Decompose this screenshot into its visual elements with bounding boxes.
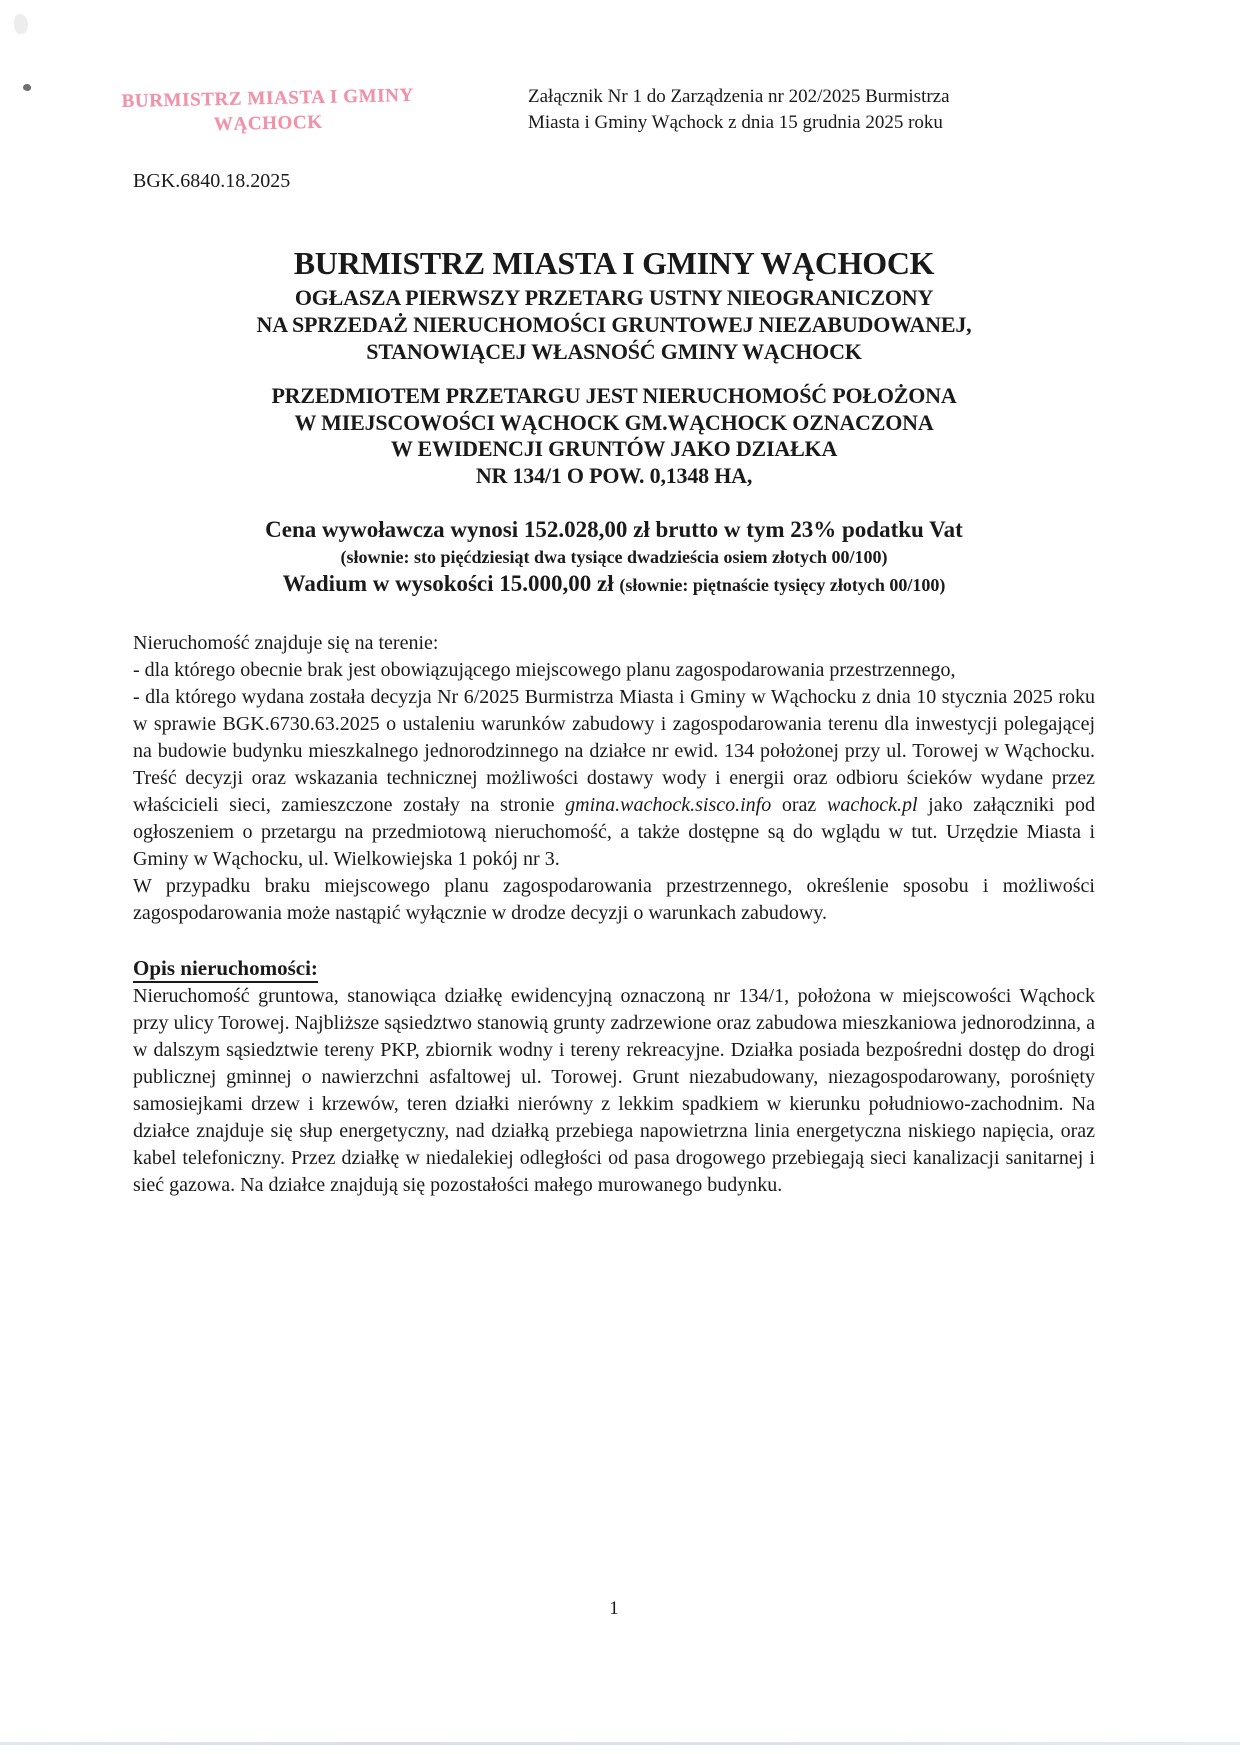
case-number: BGK.6840.18.2025: [133, 170, 291, 192]
subject-line4: NR 134/1 O POW. 0,1348 HA,: [475, 462, 753, 488]
subject-line2: W MIEJSCOWOŚCI WĄCHOCK GM.WĄCHOCK OZNACZONA: [294, 409, 934, 435]
starting-price: Cena wywoławcza wynosi 152.028,00 zł brutto w tym 23% podatku Vat: [265, 517, 963, 542]
page-number: 1: [609, 1598, 619, 1619]
terrain-item-decision: [133, 684, 1095, 873]
terrain-item-no-plan: - dla którego obecnie brak jest obowiązującego miejscowego planu zagospodarowania przestrzennego,: [133, 659, 956, 681]
attachment-note: [528, 84, 958, 136]
property-description-heading: Opis nieruchomości:: [133, 954, 1095, 983]
decision-text-mid: oraz: [771, 794, 827, 816]
subject-line1: PRZEDMIOTEM PRZETARGU JEST NIERUCHOMOŚĆ POŁOŻONA: [271, 383, 957, 408]
deposit-amount: Wadium w wysokości 15.000,00 zł: [282, 571, 614, 596]
attachment-note-line1: Załącznik Nr 1 do Zarządzenia nr 202/2025 Burmistrza: [528, 86, 950, 107]
auction-subject-block: [133, 383, 1095, 489]
stamp-line2: WĄCHOCK: [213, 111, 323, 136]
no-plan-note: W przypadku braku miejscowego planu zagospodarowania przestrzennego, określenie sposobu i możliwości zagospodarowania może nastąpić wyłącznie w drodze decyzji o warunkach zabudowy.: [133, 875, 1095, 924]
deposit-in-words: (słownie: piętnaście tysięcy złotych 00/100): [619, 575, 946, 595]
attachment-note-line2: Miasta i Gminy Wąchock z dnia 15 grudnia 2025 roku: [528, 112, 943, 133]
stamp-line1: BURMISTRZ MIASTA I GMINY: [121, 84, 415, 113]
title-sub-line1: OGŁASZA PIERWSZY PRZETARG USTNY NIEOGRANICZONY: [294, 285, 934, 310]
price-block: [133, 515, 1095, 600]
deposit-line: [133, 569, 1095, 600]
title-sub-line3: STANOWIĄCEJ WŁASNOŚĆ GMINY WĄCHOCK: [366, 339, 862, 364]
website-gmina-wachock-sisco-info: gmina.wachock.sisco.info: [565, 794, 772, 816]
title-main: BURMISTRZ MIASTA I GMINY WĄCHOCK: [293, 245, 935, 281]
starting-price-in-words: (słownie: sto pięćdziesiąt dwa tysiące dwadzieścia osiem złotych 00/100): [340, 547, 888, 567]
scan-speck-dark: [23, 84, 31, 91]
subject-line3: W EWIDENCJI GRUNTÓW JAKO DZIAŁKA: [390, 436, 838, 461]
scan-speck-light: [14, 14, 28, 34]
document-body: [133, 630, 1095, 1199]
decision-text-pre: - dla którego wydana została decyzja Nr 6/2025 Burmistrza Miasta i Gminy w Wąchocku z dnia 10 stycznia 2025 roku w sprawie BGK.6730.63.2025 o ustaleniu warunków zabudowy i zagospodarowania terenu dla inwestycji polegającej na budowie budynku mieszkalnego jednorodzinnego na działce nr ewid. 134 położonej przy ul. Torowej w Wąchocku. Treść decyzji oraz wskazania technicznej możliwości dostawy wody i energii oraz odbioru ścieków wydane przez właścicieli sieci, zamieszczone zostały na stronie: [133, 686, 1095, 816]
scan-bottom-edge-line: [0, 1742, 1240, 1745]
property-description-text: Nieruchomość gruntowa, stanowiąca działkę ewidencyjną oznaczoną nr 134/1, położona w miejscowości Wąchock przy ulicy Torowej. Najbliższe sąsiedztwo stanowią grunty zadrzewione oraz zabudowa mieszkaniowa jednorodzinna, a w dalszym sąsiedztwie tereny PKP, zbiornik wodny i tereny rekreacyjne. Działka posiada bezpośredni dostęp do drogi publicznej gminnej o nawierzchni asfaltowej ul. Torowej. Grunt niezabudowany, niezagospodarowany, porośnięty samosiejkami drzew i krzewów, teren działki nierówny z lekkim spadkiem w kierunku południowo-zachodnim. Na działce znajduje się słup energetyczny, nad działką przebiega napowietrzna linia energetyczna niskiego napięcia, oraz kabel telefoniczny. Przez działkę w niedalekiej odległości od pasa drogowego przebiegają sieci kanalizacji sanitarnej i sieć gazowa. Na działce znajdują się pozostałości małego murowanego budynku.: [133, 985, 1095, 1196]
announcement-title-block: [133, 246, 1095, 365]
decision-text-post: jako załączniki pod ogłoszeniem o przetargu na przedmiotową nieruchomość, a także dostępne są do wglądu w tut. Urzędzie Miasta i Gminy w Wąchocku, ul. Wielkowiejska 1 pokój nr 3.: [133, 794, 1095, 870]
website-wachock-pl: wachock.pl: [826, 794, 918, 816]
title-sub-line2: NA SPRZEDAŻ NIERUCHOMOŚCI GRUNTOWEJ NIEZABUDOWANEJ,: [256, 312, 972, 337]
terrain-intro: Nieruchomość znajduje się na terenie:: [133, 632, 439, 654]
mayor-ink-stamp: [118, 83, 419, 139]
